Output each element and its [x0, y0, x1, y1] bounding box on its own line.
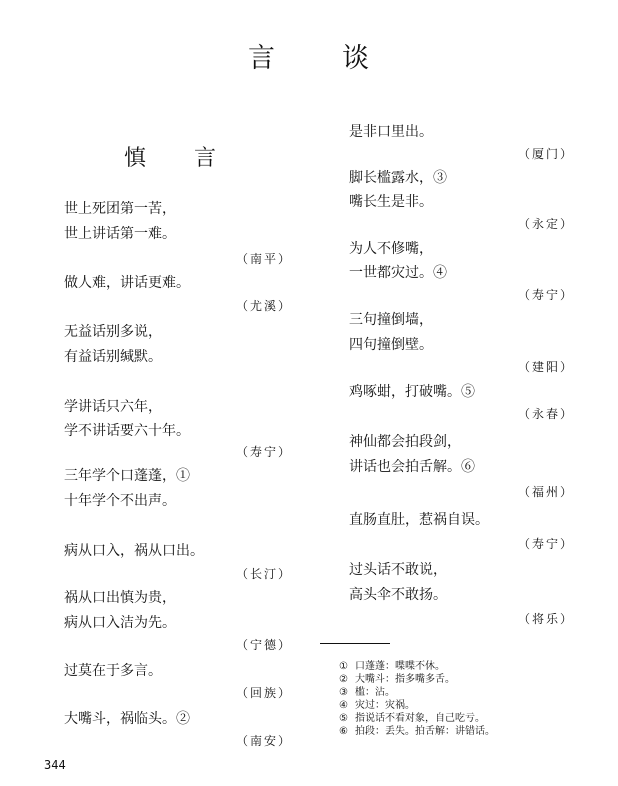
proverb-line: 祸从口出慎为贵， [64, 590, 176, 606]
footnote-number: ① [339, 661, 348, 672]
proverb-line: 脚长槛露水，③ [349, 170, 447, 186]
footnote-item [339, 660, 495, 673]
proverb-line: 世上死团第一苦， [64, 201, 176, 217]
footnote-text: 指说话不看对象，自己吃亏。 [355, 713, 485, 724]
proverb-line: 病从口入，祸从口出。 [64, 543, 204, 559]
proverb-line: 为人不修嘴， [349, 241, 433, 257]
footnote-text: 拍段：丢失。拍舌解：讲错话。 [355, 726, 495, 737]
proverb-source: （福州） [518, 485, 575, 499]
footnote-text: 大嘴斗：指多嘴多舌。 [355, 674, 455, 685]
proverb-line: 过莫在于多言。 [64, 663, 162, 679]
proverb-line: 一世都灾过。④ [349, 265, 447, 281]
proverb-line: 嘴长生是非。 [349, 194, 433, 210]
footnote-item [339, 673, 495, 686]
section-title-right: 言 [194, 146, 217, 171]
proverb-source: （将乐） [518, 612, 575, 626]
proverb-line: 鸡啄蚶，打破嘴。⑤ [349, 384, 475, 400]
proverb-source: （回族） [236, 686, 293, 700]
proverb-line: 学讲话只六年， [64, 399, 162, 415]
proverb-source: （寿宁） [518, 288, 575, 302]
proverb-source: （寿宁） [518, 537, 575, 551]
page-number: 344 [44, 758, 66, 772]
footnote-text: 灾过：灾祸。 [355, 700, 415, 711]
footnote-number: ⑥ [339, 726, 348, 737]
proverb-line: 讲话也会拍舌解。⑥ [349, 459, 475, 475]
proverb-source: （南安） [236, 734, 293, 748]
footnote-item [339, 725, 495, 738]
proverb-line: 三年学个口蓬蓬，① [64, 468, 190, 484]
proverb-line: 三句撞倒墙， [349, 312, 433, 328]
proverb-line: 有益话别缄默。 [64, 349, 162, 365]
footnote-number: ④ [339, 700, 348, 711]
footnote-number: ⑤ [339, 713, 348, 724]
proverb-source: （寿宁） [236, 445, 293, 459]
proverb-line: 过头话不敢说， [349, 562, 447, 578]
footnote-text: 口蓬蓬：喋喋不休。 [355, 661, 445, 672]
section-title-left: 慎 [124, 146, 147, 171]
footnote-number: ② [339, 674, 348, 685]
proverb-source: （长汀） [236, 567, 293, 581]
proverb-line: 做人难，讲话更难。 [64, 275, 190, 291]
proverb-line: 大嘴斗，祸临头。② [64, 711, 190, 727]
proverb-source: （永定） [518, 217, 575, 231]
footnote-item [339, 712, 495, 725]
footnote-item [339, 686, 495, 699]
footnote-list [339, 660, 495, 738]
proverb-line: 病从口入洁为先。 [64, 615, 176, 631]
proverb-source: （尤溪） [236, 299, 293, 313]
proverb-source: （南平） [236, 252, 293, 266]
proverb-line: 学不讲话要六十年。 [64, 423, 190, 439]
proverb-line: 高头伞不敢扬。 [349, 587, 447, 603]
footnote-item [339, 699, 495, 712]
footnote-number: ③ [339, 687, 348, 698]
proverb-source: （宁德） [236, 638, 293, 652]
page-title-left: 言 [248, 43, 277, 74]
footnote-text: 槛：沾。 [355, 687, 395, 698]
proverb-line: 四句撞倒壁。 [349, 337, 433, 353]
proverb-source: （厦门） [518, 147, 575, 161]
proverb-source: （永春） [518, 407, 575, 421]
proverb-line: 神仙都会拍段剑， [349, 434, 461, 450]
proverb-source: （建阳） [518, 360, 575, 374]
proverb-line: 直肠直肚，惹祸自误。 [349, 512, 489, 528]
proverb-line: 十年学个不出声。 [64, 493, 176, 509]
proverb-line: 是非口里出。 [349, 124, 433, 140]
proverb-line: 无益话别多说， [64, 324, 162, 340]
proverb-line: 世上讲话第一难。 [64, 226, 176, 242]
page-title-right: 谈 [342, 43, 371, 74]
footnote-divider [320, 643, 390, 644]
